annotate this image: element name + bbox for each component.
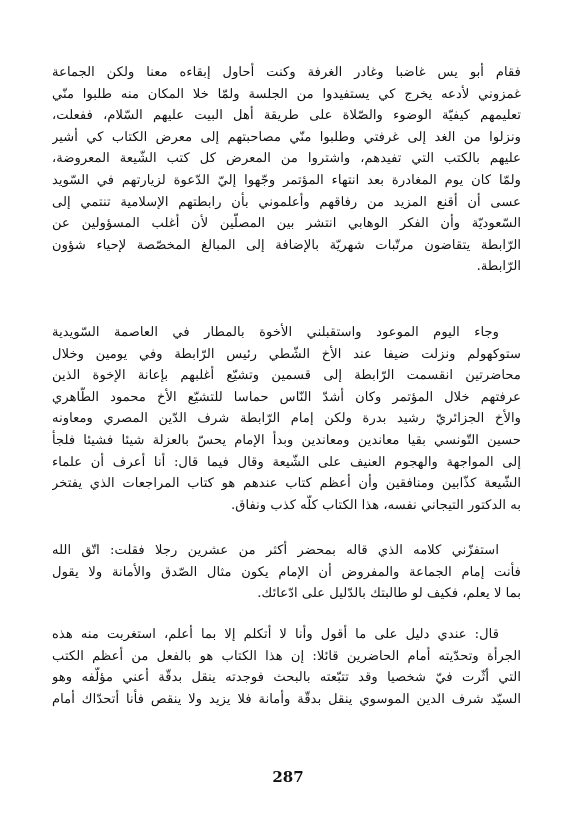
text-line: الشّيعة كذّابين ومنافقين وأن أعظم كتاب عندهم هو كتاب المراجعات الذي يفتخر	[52, 476, 521, 492]
text-line: والأخ الجزائريّ رشيد بدرة ولكن إمام الرّابطة شرف الدّين المصري ومعاونه	[52, 411, 521, 427]
paragraph-4	[52, 624, 521, 710]
text-line: السيّد شرف الدين الموسوي ينقل بدقّة وأمانة فلا يزيد ولا ينقص فأنا أتحدّاك أمام	[52, 691, 521, 707]
text-line: الرّابطة يتقاضون مرتّبات شهريّة بالإضافة إلى المبالغ المخصّصة لإحياء شؤون	[52, 237, 521, 253]
text-line: ونزلوا من الغد إلى غرفتي وطلبوا منّي مصاحبتهم إلى معرض الكتاب كي أشير	[52, 129, 521, 145]
text-line: التي أثّرت فيّ شخصيا وقد تتبّعته بالبحث فوجدته ينقل بدقّة أعني مؤلّفه وهو	[52, 670, 521, 686]
text-line: ستوكهولم ونزلت ضيفا عند الأخ الشّطي رئيس الرّابطة وفي يومين وخلال	[52, 346, 521, 362]
text-line: فأنت إمام الجماعة والمفروض أن الإمام يكون مثال الصّدق والأمانة ولا يقول	[52, 564, 521, 580]
paragraph-1	[52, 62, 521, 278]
text-line: الجرأة وتحدّيته أمام الحاضرين قائلا: إن هذا الكتاب هو بالفعل من أعظم الكتب	[52, 648, 521, 664]
text-line: حسين التّونسي بقيا معاندين ومعاندين وبدأ الإمام يحسّ بالعزلة شيئا فشيئا فلجأ	[52, 432, 521, 448]
text-line: عرفتهم خلال المؤتمر وكان أشدّ النّاس حماسا للتشيّع الأخ محمود الطّاهري	[52, 389, 521, 405]
text-line: فقام أبو يس غاضبا وغادر الغرفة وكنت أحاول إبقاءه معنا ولكن الجماعة	[52, 65, 521, 80]
text-line: تعليمهم كيفيّة الوضوء والصّلاة على طريقة أهل البيت عليهم السّلام، ففعلت،	[52, 108, 521, 124]
text-line: غمزوني لأدعه يخرج كي يستفيدوا من الجلسة ولمّا خلا المكان منه طلبوا منّي	[52, 86, 521, 102]
paragraph-2	[52, 322, 521, 516]
text-line: استفزّني كلامه الذي قاله بمحضر أكثر من عشرين رجلا فقلت: اتّق الله	[52, 543, 499, 558]
paragraph-3	[52, 540, 521, 605]
text-line: الرّابطة.	[476, 259, 521, 275]
text-line: به الدكتور التيجاني نفسه، هذا الكتاب كلّه كذب ونفاق.	[231, 497, 521, 513]
text-line: قال: عندي دليل على ما أقول وأنا لا أتكلم إلا بما أعلم، استغربت منه هذه	[52, 627, 499, 642]
text-line: ولمّا كان يوم المغادرة بعد انتهاء المؤتمر وجّهوا إليّ الدّعوة لزيارتهم في السّويد	[52, 172, 521, 188]
page-number: 287	[272, 768, 304, 786]
text-line: محاضرتين انقسمت الرّابطة إلى قسمين وتشيّع أغلبهم بإعانة الإخوة الذين	[52, 368, 521, 384]
text-line: وجاء اليوم الموعود واستقبلني الأخوة بالمطار في العاصمة السّويدية	[52, 325, 499, 340]
text-line: السّعوديّة وأن الفكر الوهابي انتشر بين المصلّين لأن أغلب المسؤولين عن	[52, 216, 521, 232]
text-line: عليهم بالكتب التي تفيدهم، واشتروا من المعرض كل كتب الشّيعة المعروضة،	[52, 151, 521, 167]
text-line: عسى أن أقنع المزيد من رفاقهم وأعلموني بأن رابطتهم الإسلامية تنتمي إلى	[52, 194, 521, 210]
text-line: بما لا يعلم، فكيف لو طالبتك بالدّليل على ادّعائك.	[257, 586, 521, 602]
text-line: إلى المواجهة والهجوم العنيف على الشّيعة وقال فيما قال: أنا أعرف أن علماء	[52, 454, 521, 470]
